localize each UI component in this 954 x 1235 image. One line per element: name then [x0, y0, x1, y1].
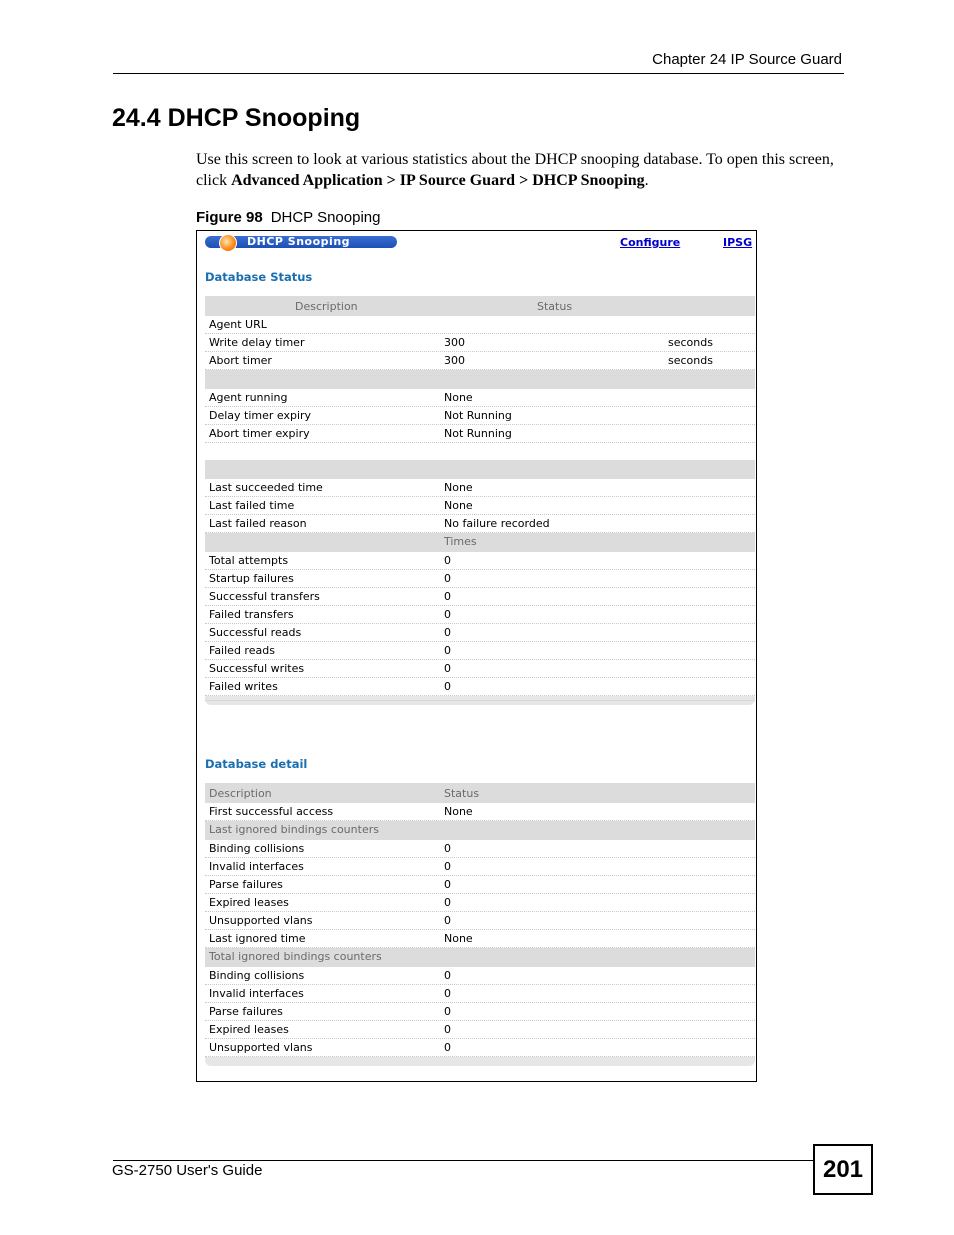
- screen-title-bar: [205, 236, 397, 248]
- detail-table-header: [205, 783, 755, 803]
- row-label: Last succeeded time: [209, 481, 323, 494]
- row-unit: seconds: [668, 336, 713, 349]
- row-unit: seconds: [668, 354, 713, 367]
- row-value: 0: [444, 626, 451, 639]
- row-label: Expired leases: [209, 1023, 289, 1036]
- section-divider: [205, 700, 755, 701]
- table-end: [205, 1057, 755, 1066]
- row-label: Last ignored time: [209, 932, 306, 945]
- row-label: Binding collisions: [209, 969, 305, 982]
- times-header: [205, 533, 755, 552]
- table-row: [205, 876, 755, 894]
- row-value: None: [444, 481, 473, 494]
- row-value: 0: [444, 969, 451, 982]
- row-label: Write delay timer: [209, 336, 305, 349]
- page-number: 201: [813, 1144, 873, 1195]
- last-ignored-group: [205, 840, 755, 948]
- table-row: [205, 316, 755, 334]
- table-row: [205, 352, 755, 370]
- row-label: Unsupported vlans: [209, 1041, 313, 1054]
- table-row: [205, 660, 755, 678]
- row-value: 0: [444, 1041, 451, 1054]
- row-label: Parse failures: [209, 878, 283, 891]
- screen-figure: [196, 230, 757, 1082]
- times-group: [205, 552, 755, 696]
- row-label: Invalid interfaces: [209, 987, 304, 1000]
- menu-path: Advanced Application > IP Source Guard > DHCP Snooping: [231, 172, 645, 189]
- row-label: Delay timer expiry: [209, 409, 312, 422]
- intro-end: .: [644, 172, 649, 189]
- row-label: Successful reads: [209, 626, 302, 639]
- row-label: Abort timer expiry: [209, 427, 310, 440]
- row-label: Unsupported vlans: [209, 914, 313, 927]
- table-row: [205, 912, 755, 930]
- times-header-label: Times: [444, 535, 477, 548]
- settings-group: [205, 316, 755, 370]
- row-value: 0: [444, 572, 451, 585]
- row-value: 0: [444, 987, 451, 1000]
- band-label: Last ignored bindings counters: [209, 823, 379, 836]
- row-value: None: [444, 499, 473, 512]
- database-status-label: Database Status: [205, 270, 313, 284]
- group-separator: [205, 370, 755, 389]
- status-table-header: [205, 296, 755, 316]
- row-value: 0: [444, 680, 451, 693]
- table-row: [205, 840, 755, 858]
- row-label: Successful transfers: [209, 590, 320, 603]
- row-value: None: [444, 932, 473, 945]
- orange-ball-icon: [219, 234, 237, 252]
- row-value: 300: [444, 354, 465, 367]
- row-label: Failed reads: [209, 644, 275, 657]
- row-value: 0: [444, 914, 451, 927]
- row-label: Invalid interfaces: [209, 860, 304, 873]
- row-label: Abort timer: [209, 354, 272, 367]
- row-value: 0: [444, 896, 451, 909]
- row-value: 0: [444, 608, 451, 621]
- table-row: [205, 479, 755, 497]
- table-row: [205, 334, 755, 352]
- figure-caption: [196, 209, 380, 226]
- intro-text: Use this screen to look at various statistics about the DHCP snooping database. To open this screen, click: [196, 151, 834, 189]
- figure-title: DHCP Snooping: [270, 209, 381, 226]
- row-value: 0: [444, 554, 451, 567]
- row-value: 0: [444, 662, 451, 675]
- row-label: Agent URL: [209, 318, 267, 331]
- row-label: First successful access: [209, 805, 334, 818]
- agent-group: [205, 389, 755, 443]
- table-row: [205, 425, 755, 443]
- figure-label: Figure 98: [196, 209, 263, 226]
- database-status-table: [205, 296, 755, 705]
- table-row: [205, 624, 755, 642]
- row-value: 0: [444, 878, 451, 891]
- total-ignored-header: [205, 948, 755, 967]
- table-row: [205, 570, 755, 588]
- row-value: 0: [444, 860, 451, 873]
- row-value: None: [444, 391, 473, 404]
- table-row: [205, 858, 755, 876]
- col-description: Description: [295, 300, 358, 313]
- table-row: [205, 985, 755, 1003]
- screen-title: DHCP Snooping: [247, 235, 351, 248]
- footer-guide-title: GS-2750 User's Guide: [112, 1162, 263, 1179]
- row-label: Parse failures: [209, 1005, 283, 1018]
- row-value: 0: [444, 1023, 451, 1036]
- row-label: Failed transfers: [209, 608, 294, 621]
- row-value: Not Running: [444, 427, 512, 440]
- history-group: [205, 479, 755, 533]
- col-status: Status: [444, 787, 480, 800]
- row-label: Startup failures: [209, 572, 294, 585]
- row-value: 0: [444, 590, 451, 603]
- band-label: Total ignored bindings counters: [209, 950, 382, 963]
- row-value: 0: [444, 1005, 451, 1018]
- row-label: Total attempts: [209, 554, 289, 567]
- row-value: 0: [444, 644, 451, 657]
- group-separator: [205, 460, 755, 479]
- table-row: [205, 389, 755, 407]
- table-row: [205, 1039, 755, 1057]
- table-row: [205, 930, 755, 948]
- table-row: [205, 407, 755, 425]
- table-row: [205, 642, 755, 660]
- intro-paragraph: [196, 149, 846, 191]
- table-row: [205, 1021, 755, 1039]
- table-row: [205, 588, 755, 606]
- row-label: Successful writes: [209, 662, 305, 675]
- table-row: [205, 894, 755, 912]
- footer-rule: [113, 1160, 813, 1161]
- configure-link[interactable]: Configure: [620, 236, 681, 249]
- table-row: [205, 606, 755, 624]
- col-description: Description: [209, 787, 272, 800]
- last-ignored-header: [205, 821, 755, 840]
- row-value: Not Running: [444, 409, 512, 422]
- table-row: [205, 552, 755, 570]
- database-detail-label: Database detail: [205, 757, 308, 771]
- table-row: [205, 1003, 755, 1021]
- header-rule: [113, 73, 844, 74]
- row-label: Last failed time: [209, 499, 295, 512]
- row-label: Expired leases: [209, 896, 289, 909]
- col-status: Status: [537, 300, 573, 313]
- row-label: Binding collisions: [209, 842, 305, 855]
- chapter-header: Chapter 24 IP Source Guard: [652, 51, 842, 68]
- total-ignored-group: [205, 967, 755, 1057]
- table-row: [205, 967, 755, 985]
- row-value: 300: [444, 336, 465, 349]
- row-label: Agent running: [209, 391, 288, 404]
- database-detail-table: [205, 783, 755, 1066]
- table-row: [205, 497, 755, 515]
- row-label: Last failed reason: [209, 517, 307, 530]
- ipsg-link[interactable]: IPSG: [723, 236, 753, 249]
- group-spacer: [205, 443, 755, 460]
- row-value: None: [444, 805, 473, 818]
- row-value: No failure recorded: [444, 517, 550, 530]
- row-value: 0: [444, 842, 451, 855]
- row-label: Failed writes: [209, 680, 278, 693]
- table-row: [205, 515, 755, 533]
- table-row: [205, 803, 755, 821]
- section-title: 24.4 DHCP Snooping: [112, 104, 361, 132]
- table-row: [205, 678, 755, 696]
